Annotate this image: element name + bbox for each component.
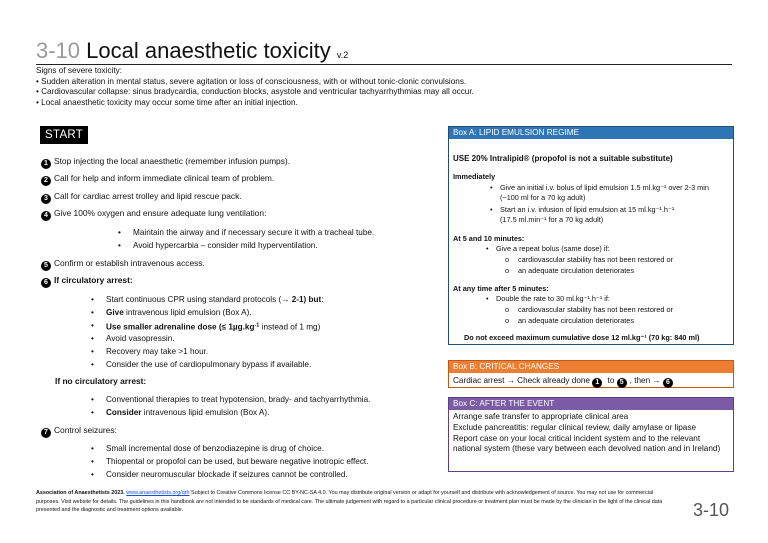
sign-item: • Sudden alteration in mental status, severe agitation or loss of consciousness, with or without tonic-clonic convulsions. (36, 76, 467, 86)
step-6 (41, 275, 133, 288)
guideline-number: 3-10 (36, 38, 81, 63)
box-a-item-cont: (17.5 ml.min⁻¹ for a 70 kg adult) (500, 215, 604, 224)
footer-text: Subject to Creative Commons license CC BY-NC-SA 4.0. You may distribute original version or adapt for yourself and distribute with acknowledgement of source. You may not use for commercial purposes. Visit website for details. The guidelines in this handbook are not intended to be standards of medical care. The ultimate judgement with regard to a particular clinical procedure or treatment plan must be made by the clinician in the light of the clinical data presented and the diagnostic and treatment options available. (36, 490, 663, 514)
step-6-sub (106, 307, 252, 318)
sub-text-bold: 2-1) but (291, 295, 322, 304)
box-a-max-dose: Do not exceed maximum cumulative dose 12 ml.kg⁻¹ (70 kg: 840 ml) (464, 333, 700, 342)
box-c-line: Report case on your local critical incident system and to the relevant national system (these vary between each devolved nation and in Ireland) (453, 433, 721, 454)
step-7-sub: • Thiopental or propofol can be used, but beware negative inotropic effect. (106, 456, 368, 467)
step-number-icon: 6 (41, 278, 51, 288)
step-1 (41, 156, 290, 169)
box-a-at-5-10: At 5 and 10 minutes: (453, 234, 525, 243)
start-label: START (40, 126, 88, 144)
box-a-item: • Give an initial i.v. bolus of lipid emulsion 1.5 ml.kg⁻¹ over 2-3 min (500, 183, 709, 192)
step-text: Call for cardiac arrest trolley and lipid rescue pack. (54, 191, 242, 201)
no-arrest-heading (55, 376, 146, 387)
signs-heading: Signs of severe toxicity: (36, 66, 123, 75)
step-4 (41, 208, 266, 221)
step-2 (41, 173, 274, 186)
sub-text-bold: Use smaller adrenaline dose (≤ 1µg.kg (106, 322, 255, 332)
box-b-body (449, 373, 733, 389)
step-7 (41, 425, 117, 438)
sign-item: • Local anaesthetic toxicity may occur some time after an initial injection. (36, 97, 298, 107)
sub-text-bold: Give (106, 308, 124, 317)
box-a-after-5: At any time after 5 minutes: (453, 284, 549, 293)
box-b-text: Cardiac arrest → Check already done (453, 376, 593, 385)
box-b-text: to (605, 376, 617, 385)
step-3 (41, 191, 242, 204)
step-number-icon: 6 (663, 378, 673, 388)
step-4-sub: • Maintain the airway and if necessary secure it with a tracheal tube. (133, 227, 374, 238)
box-c-line: Exclude pancreatitis: regular clinical review, daily amylase or lipase (453, 422, 697, 432)
step-6-sub: • Consider the use of cardiopulmonary bypass if available. (106, 359, 311, 370)
step-number-icon: 5 (41, 261, 51, 271)
box-b-title: Box B: CRITICAL CHANGES (449, 361, 733, 373)
box-a-subitem: o an adequate circulation deteriorates (518, 316, 634, 325)
signs-of-toxicity (36, 66, 736, 108)
step-6-sub: • Avoid vasopressin. (106, 333, 175, 344)
box-a-use: USE 20% Intralipid® (propofol is not a suitable substitute) (453, 154, 673, 163)
step-number-icon: 4 (41, 211, 51, 221)
box-a-subitem: o cardiovascular stability has not been restored or (518, 305, 673, 314)
step-text: Give 100% oxygen and ensure adequate lung ventilation: (54, 208, 267, 218)
guideline-title: Local anaesthetic toxicity (86, 38, 331, 63)
step-number-icon: 2 (41, 176, 51, 186)
sub-text: intravenous lipid emulsion (Box A). (141, 408, 270, 417)
no-arrest-heading-text: If no circulatory arrest: (55, 376, 147, 386)
step-6-sub (106, 320, 320, 333)
step-number-icon: 5 (617, 378, 627, 388)
step-number-icon: 7 (41, 428, 51, 438)
step-7-sub: • Consider neuromuscular blockade if seizures cannot be controlled. (106, 469, 348, 480)
step-text: Control seizures: (54, 425, 117, 435)
box-b-text: , then → (629, 376, 663, 385)
sub-superscript: -1 (254, 322, 260, 328)
box-a-title: Box A: LIPID EMULSION REGIME (449, 127, 733, 139)
step-number-icon: 1 (592, 378, 602, 388)
sub-text: Start continuous CPR using standard protocols (→ (106, 295, 292, 304)
box-a-immediately: Immediately (453, 172, 496, 181)
box-a-item: • Start an i.v. infusion of lipid emulsion at 15 ml.kg⁻¹.h⁻¹ (500, 205, 674, 214)
version-label: v.2 (336, 50, 349, 60)
sign-item: • Cardiovascular collapse: sinus bradycardia, conduction blocks, asystole and ventricular tachyarrhythmias may all occur. (36, 87, 474, 97)
step-text: If circulatory arrest: (54, 275, 133, 285)
box-b-critical-changes (448, 360, 734, 388)
step-number-icon: 1 (41, 159, 51, 169)
step-6-sub: • Recovery may take >1 hour. (106, 346, 208, 357)
step-6-sub: • Start continuous CPR using standard protocols (→ 2-1) but: (106, 294, 324, 305)
footer-org: Association of Anaesthetists 2023. (36, 490, 125, 496)
footer-licence (36, 489, 676, 515)
step-text: Stop injecting the local anaesthetic (remember infusion pumps). (54, 156, 291, 166)
box-a-item: • Double the rate to 30 ml.kg⁻¹.h⁻¹ if: (496, 294, 610, 303)
box-c-line: Arrange safe transfer to appropriate clinical area (453, 412, 629, 421)
step-text: Confirm or establish intravenous access. (54, 258, 205, 268)
step-number-icon: 3 (41, 194, 51, 204)
step-7-sub: • Small incremental dose of benzodiazepine is drug of choice. (106, 443, 324, 454)
no-arrest-sub: • Conventional therapies to treat hypotension, brady- and tachyarrhythmia. (106, 394, 370, 405)
page-number: 3-10 (693, 500, 730, 520)
box-a-item: • Give a repeat bolus (same dose) if: (496, 244, 610, 253)
no-arrest-sub (106, 407, 269, 418)
box-c-title: Box C: AFTER THE EVENT (449, 398, 733, 410)
sub-text-bold: Consider (106, 408, 142, 417)
box-c-after-event (448, 397, 734, 472)
sub-text: intravenous lipid emulsion (Box A). (123, 308, 252, 317)
box-a-item-cont: (~100 ml for a 70 kg adult) (500, 193, 586, 202)
box-a-subitem: o cardiovascular stability has not been restored or (518, 255, 673, 264)
step-5 (41, 258, 205, 271)
step-text: Call for help and inform immediate clinical team of problem. (54, 173, 275, 183)
title-divider (36, 64, 732, 65)
box-c-body (449, 410, 733, 455)
box-a-lipid-emulsion (448, 126, 734, 345)
step-4-sub: • Avoid hypercarbia – consider mild hyperventilation. (133, 240, 318, 251)
box-a-subitem: o an adequate circulation deteriorates (518, 266, 634, 275)
sub-text: instead of 1 mg) (259, 322, 321, 332)
footer-link[interactable]: www.anaesthetists.org/qrh (126, 490, 190, 496)
